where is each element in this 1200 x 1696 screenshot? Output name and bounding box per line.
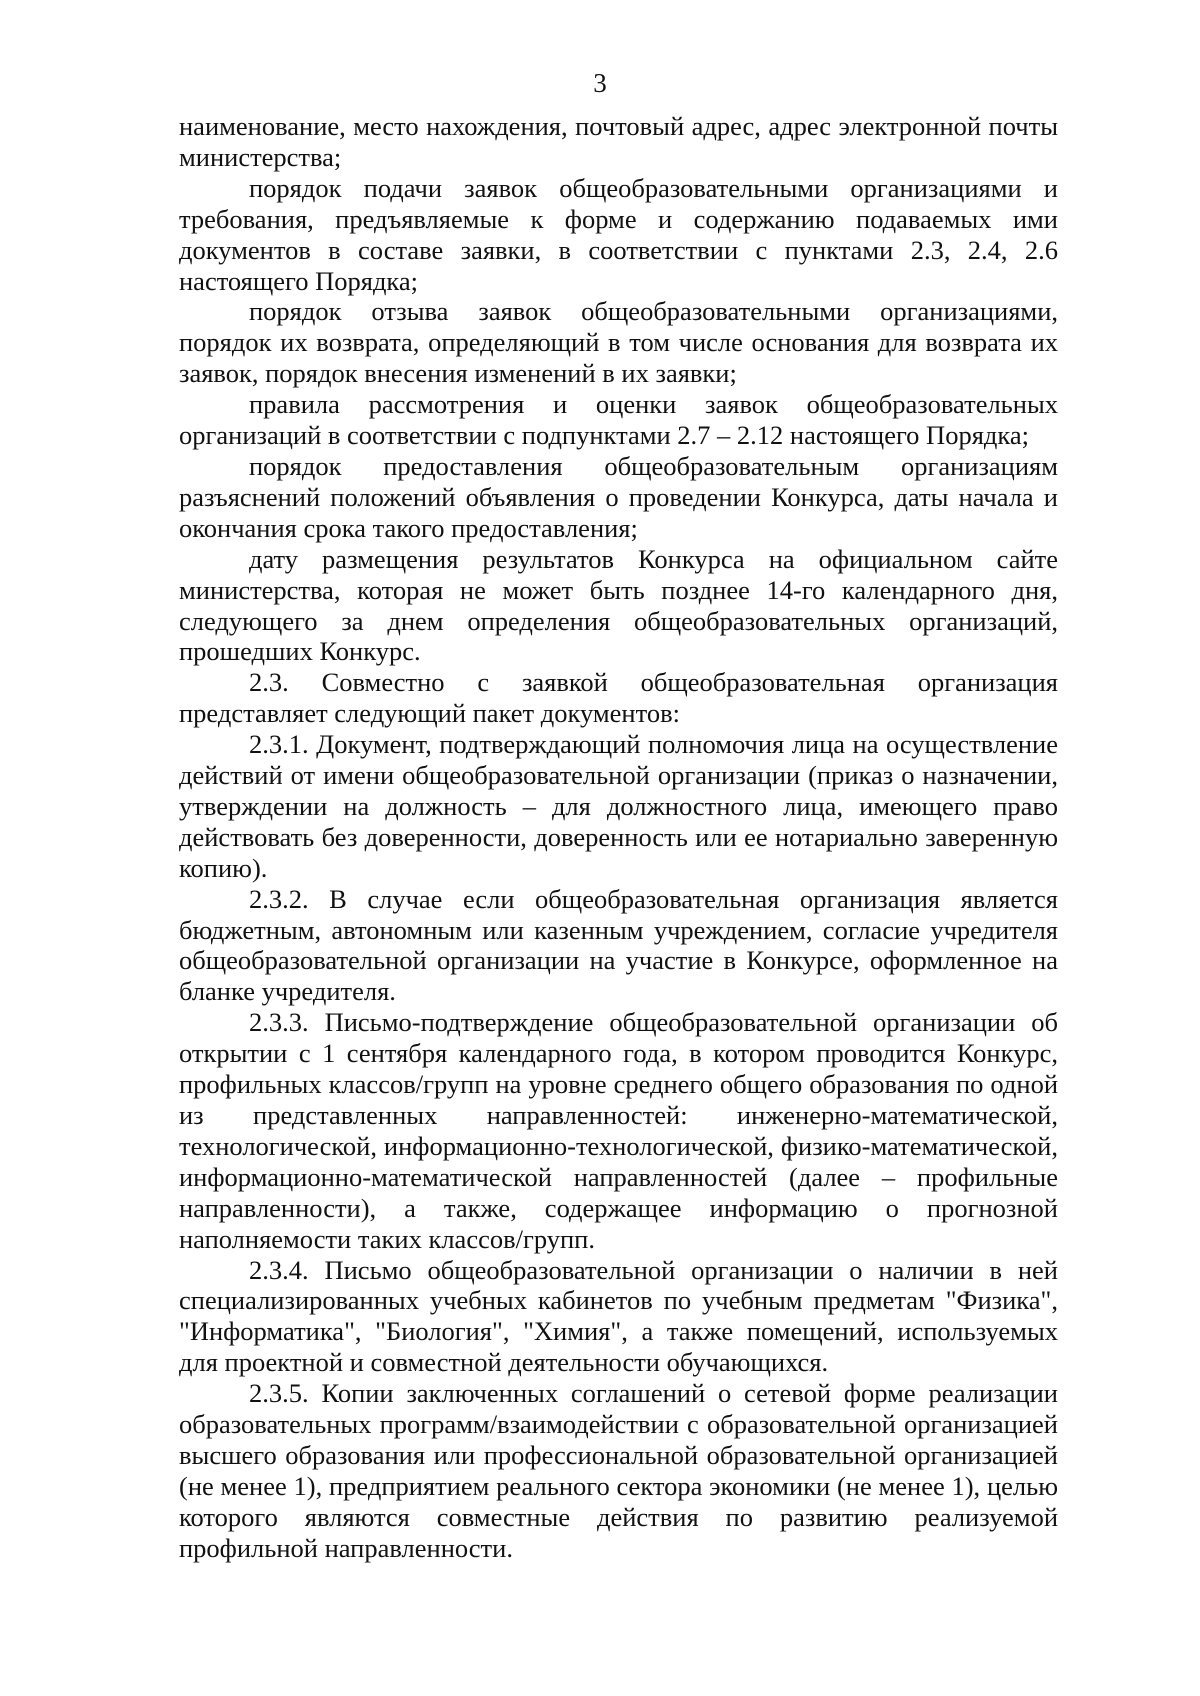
page-number: 3: [593, 68, 607, 98]
paragraph-section-2-3-2: 2.3.2. В случае если общеобразовательная организация является бюджетным, автономным или казенным учреждением, согласие учредителя общеобразовательной организации на участие в Конкурсе, оформленное на бланке учредителя.: [179, 883, 1058, 1007]
paragraph-review-rules: правила рассмотрения и оценки заявок общеобразовательных организаций в соответствии с подпунктами 2.7 – 2.12 настоящего Порядка;: [179, 389, 1058, 451]
paragraph-results-date: дату размещения результатов Конкурса на официальном сайте министерства, которая не может быть позднее 14-го календарного дня, следующего за днем определения общеобразовательных организаций, прошедших Конкурс.: [179, 543, 1058, 667]
paragraph-section-2-3-1: 2.3.1. Документ, подтверждающий полномочия лица на осуществление действий от имени общеобразовательной организации (приказ о назначении, утверждении на должность – для должностного лица, имеющего право действовать без доверенности, доверенность или ее нотариально заверенную копию).: [179, 729, 1058, 883]
paragraph-ministry-details: наименование, место нахождения, почтовый адрес, адрес электронной почты министерства;: [179, 111, 1058, 172]
paragraph-clarifications: порядок предоставления общеобразовательным организациям разъяснений положений объявления о проведении Конкурса, даты начала и окончания срока такого предоставления;: [179, 450, 1058, 543]
paragraph-application-procedure: порядок подачи заявок общеобразовательными организациями и требования, предъявляемые к форме и содержанию подаваемых ими документов в составе заявки, в соответствии с пунктами 2.3, 2.4, 2.6 настоящего Порядка;: [179, 172, 1058, 296]
paragraph-application-withdrawal: порядок отзыва заявок общеобразовательными организациями, порядок их возврата, определяющий в том числе основания для возврата их заявок, порядок внесения изменений в их заявки;: [179, 296, 1058, 389]
paragraph-section-2-3-5: 2.3.5. Копии заключенных соглашений о сетевой форме реализации образовательных программ/взаимодействии с образовательной организацией высшего образования или профессиональной образовательной организацией (не менее 1), предприятием реального сектора экономики (не менее 1), целью которого являются совместные действия по развитию реализуемой профильной направленности.: [179, 1378, 1058, 1563]
paragraph-section-2-3-4: 2.3.4. Письмо общеобразовательной организации о наличии в ней специализированных учебных кабинетов по учебным предметам "Физика", "Информатика", "Биология", "Химия", а также помещений, используемых для проектной и совместной деятельности обучающихся.: [179, 1254, 1058, 1378]
document-body: [179, 111, 1058, 1564]
paragraph-section-2-3: 2.3. Совместно с заявкой общеобразовательная организация представляет следующий пакет документов:: [179, 667, 1058, 729]
paragraph-section-2-3-3: 2.3.3. Письмо-подтверждение общеобразовательной организации об открытии с 1 сентября календарного года, в котором проводится Конкурс, профильных классов/групп на уровне среднего общего образования по одной из представленных направленностей: инженерно-математической, технологической, информационно-технологической, физико-математической, информационно-математической направленностей (далее – профильные направленности), а также, содержащее информацию о прогнозной наполняемости таких классов/групп.: [179, 1007, 1058, 1254]
